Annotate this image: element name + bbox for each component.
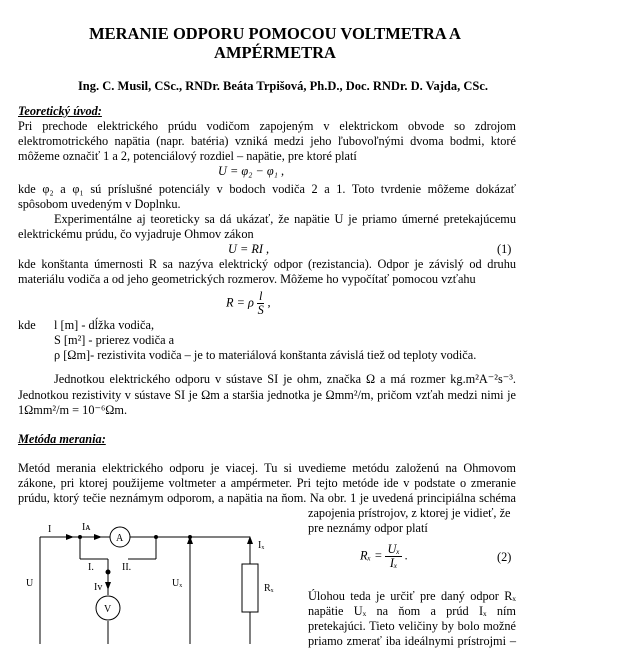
method-right-2: pre neznámy odpor platí [308,521,428,535]
intro-line-10: Jednotkou elektrického odporu v sústave SI je ohm, značka Ω a má rozmer kg.m²A⁻²s⁻³. [54,372,517,386]
equation-rx [360,543,408,570]
intro-line-4: kde φ₂ a φ₁ sú príslušné potenciály v bodoch vodiča 2 a 1. Toto tvrdenie môžeme dokázať [18,182,516,196]
intro-heading: Teoretický úvod: [18,104,102,118]
label-IV: Iᴠ [94,582,103,593]
title-line-2: AMPÉRMETRA [214,43,336,62]
eq-r-tail: , [267,295,271,310]
intro-line-12: 1Ωmm²/m = 10⁻⁶Ωm. [18,403,128,417]
page-title [60,24,490,62]
label-A: A [116,533,124,544]
method-right-5: pretekajúci. Tieto veličiny by bolo možné [308,619,516,633]
label-branch-II: II. [122,562,132,573]
eq-r-fraction [257,290,264,317]
intro-line-1: Pri prechode elektrického prúdu vodičom zapojeným v elektrickom obvode so zdrojom [18,119,516,133]
eq-rx-num: Uₓ [387,542,400,556]
method-line-1: Metód merania elektrického odporu je viacej. Tu si uvedieme metódu založenú na Ohmovom [18,461,516,475]
method-right-3: Úlohou teda je určiť pre daný odpor Rₓ [308,589,516,603]
junction-1 [78,535,82,539]
intro-line-2: elektromotrického napätia (napr. batéria) vzniká medzi jeho ľubovoľnými dvoma bodmi, ktoré [18,134,516,148]
label-RX: Rₓ [264,583,274,594]
method-right-1: zapojenia prístrojov, z ktorej je vidieť, že [308,506,511,520]
definition-length: l [m] - dĺžka vodiča, [54,318,155,332]
junction-2 [154,535,158,539]
circuit-diagram [18,506,303,644]
equation-potential: U = φ₂ − φ₁ , [218,164,285,178]
arrow-current-IV [105,582,111,590]
eq-rx-tail: . [404,548,408,563]
intro-line-5: spôsobom uvedeným v Doplnku. [18,197,181,211]
intro-line-7: elektrickému prúdu, čo vyjadruje Ohmov zákon [18,227,254,241]
label-IX: Iₓ [258,540,265,551]
equation-resistance [226,290,271,317]
intro-line-3: môžeme označiť 1 a 2, potenciálový rozdiel – napätie, pre ktoré platí [18,149,357,163]
equation-ohm: U = RI , [228,242,270,256]
arrow-current-IA [94,534,102,540]
intro-line-6: Experimentálne aj teoreticky sa dá ukázať, že napätie U je priamo úmerné pretekajúcemu [54,212,516,226]
intro-line-8: kde konštanta úmernosti R sa nazýva elektrický odpor (rezistancia). Odpor je závislý od druhu [18,257,516,271]
method-line-2: zákone, pri ktorej použijeme voltmeter a ampérmeter. Pri tejto metóde ide v podstate o zmeranie [18,476,516,490]
method-line-3: prúdu, ktorý tečie neznámym odporom, a napätia na ňom. Na obr. 1 je uvedená principiálna schéma [18,491,516,505]
title-line-1: MERANIE ODPORU POMOCOU VOLTMETRA A [89,24,461,43]
equation-2-number: (2) [497,550,512,564]
junction-3 [188,535,192,539]
equation-1-number: (1) [497,242,512,256]
right-column [308,506,516,536]
eq-r-num: l [258,289,263,303]
label-V: V [104,604,112,615]
authors: Ing. C. Musil, CSc., RNDr. Beáta Trpišová, Ph.D., Doc. RNDr. D. Vajda, CSc. [77,79,489,93]
eq-rx-den: Iₓ [389,556,398,570]
intro-line-11: Jednotkou rezistivity v sústave SI je Ωm a staršia jednotka je Ωmm²/m, pričom vzťah medzi nimi je [18,388,516,402]
eq-r-lhs: R = ρ [226,295,254,310]
method-heading: Metóda merania: [18,432,106,446]
switch-point [106,570,111,575]
resistor-rx [242,564,258,612]
label-UX: Uₓ [172,578,183,589]
arrow-current-I [66,534,74,540]
label-U: U [26,578,34,589]
eq-r-den: S [257,303,264,317]
method-right-4: napätie Uₓ na ňom a prúd Iₓ ním [308,604,516,618]
intro-line-9: materiálu vodiča a od jeho geometrických rozmerov. Môžeme ho vypočítať pomocou vzťahu [18,272,476,286]
label-IA: Iᴀ [82,522,91,533]
label-branch-I: I. [88,562,94,573]
label-I: I [48,524,52,535]
eq-rx-lhs: Rₓ = [360,548,383,563]
kde-label: kde [18,318,36,332]
method-right-6: priamo zmerať iba ideálnymi prístrojmi – [308,634,516,648]
definition-area: S [m²] - prierez vodiča a [54,333,175,347]
definition-resistivity: ρ [Ωm]- rezistivita vodiča – je to materiálová konštanta závislá tiež od teploty vodiča. [54,348,477,362]
eq-rx-fraction [385,543,401,570]
